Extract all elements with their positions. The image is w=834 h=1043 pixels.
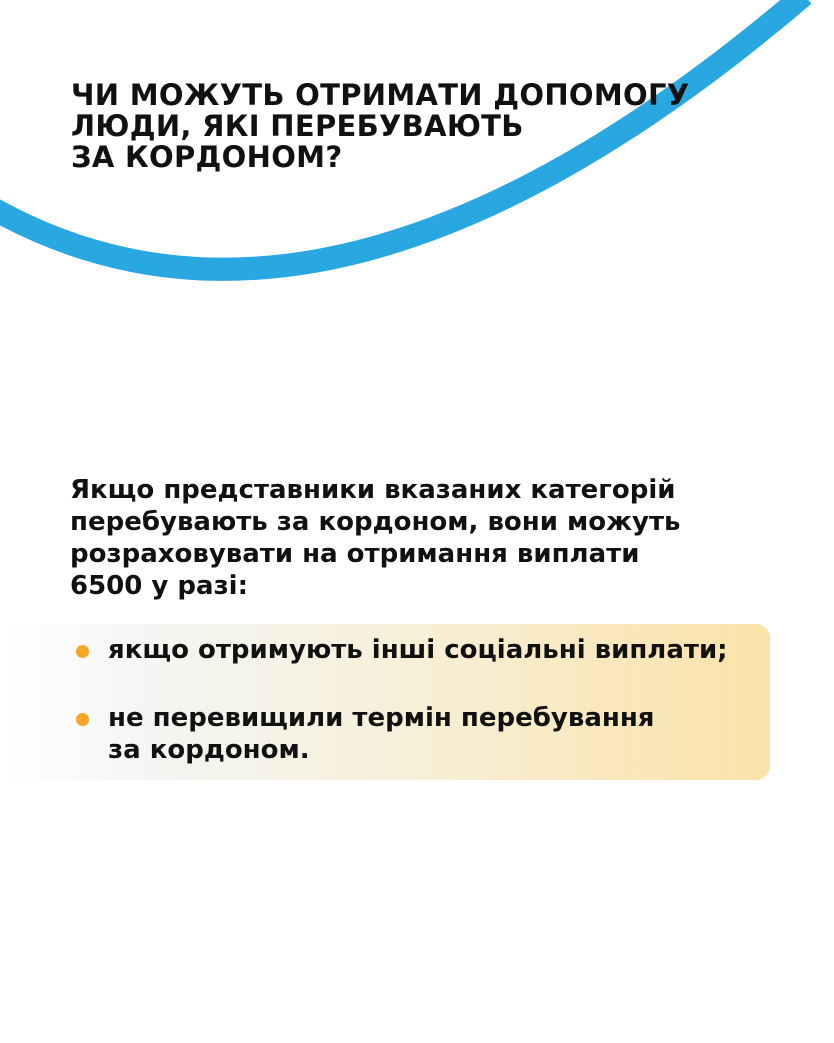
- title-line: ЧИ МОЖУТЬ ОТРИМАТИ ДОПОМОГУ: [71, 78, 690, 112]
- intro-line: 6500 у разі:: [70, 571, 248, 601]
- intro-paragraph: [70, 474, 790, 602]
- title-line: ЛЮДИ, ЯКІ ПЕРЕБУВАЮТЬ: [71, 109, 524, 143]
- condition-line: не перевищили термін перебування: [108, 703, 655, 733]
- bullet-dot-icon: [76, 713, 89, 726]
- intro-line: Якщо представники вказаних категорій: [70, 475, 676, 505]
- bullet-dot-icon: [76, 645, 89, 658]
- intro-line: розраховувати на отримання виплати: [70, 539, 640, 569]
- condition-text: [108, 702, 768, 766]
- intro-line: перебувають за кордоном, вони можуть: [70, 507, 681, 537]
- page-title: [71, 80, 771, 173]
- condition-text: [108, 634, 768, 666]
- title-line: ЗА КОРДОНОМ?: [71, 140, 343, 174]
- condition-line: якщо отримують інші соціальні виплати;: [108, 635, 728, 665]
- condition-line: за кордоном.: [108, 735, 310, 765]
